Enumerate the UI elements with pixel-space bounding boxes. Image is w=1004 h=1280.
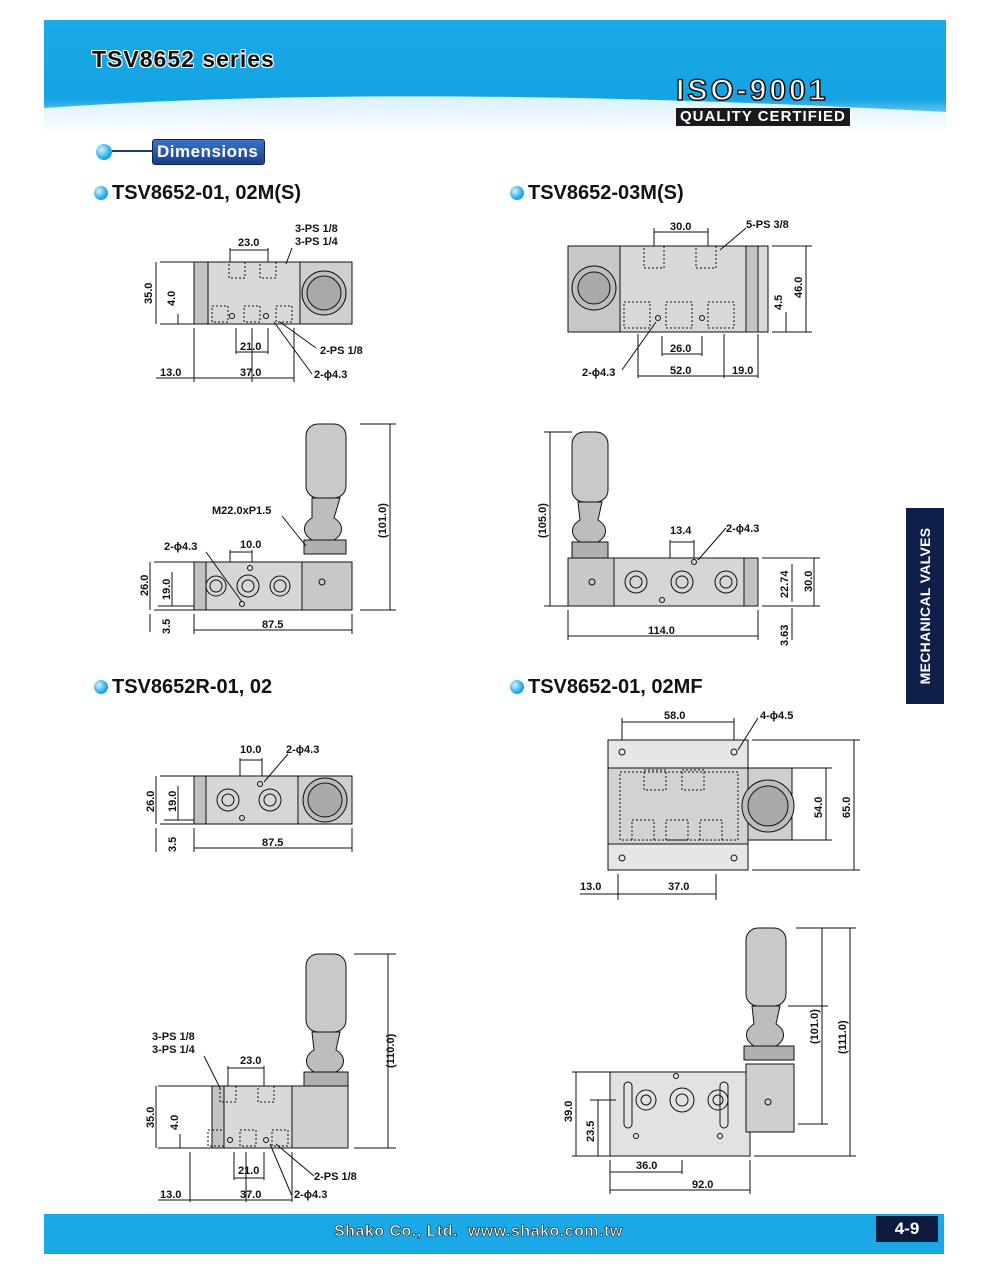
section-title-text: TSV8652R-01, 02 xyxy=(112,676,273,698)
d2-top-ports: 5-PS 3/8 xyxy=(746,219,789,231)
d4-top-w-span: 37.0 xyxy=(668,881,690,893)
d1-side-h-low: 3.5 xyxy=(161,618,173,634)
drawing-d4-side xyxy=(560,924,860,1194)
d2-side-h-total: 30.0 xyxy=(803,570,815,592)
d2-top-w-right: 19.0 xyxy=(732,365,754,377)
d2-top-w-span: 52.0 xyxy=(670,365,692,377)
bullet-icon xyxy=(94,186,108,200)
d3-side-h-total: 26.0 xyxy=(145,790,157,812)
bullet-icon xyxy=(96,144,112,160)
d1-top-ports-bottom: 2-PS 1/8 xyxy=(320,345,363,357)
d2-side-holes: 2-ϕ4.3 xyxy=(726,523,760,535)
bullet-icon xyxy=(94,680,108,694)
section-title-text: TSV8652-01, 02M(S) xyxy=(112,182,301,204)
d3-front-w-left: 13.0 xyxy=(160,1189,182,1201)
d3-front-h-small: 4.0 xyxy=(169,1114,181,1130)
d4-side-w-small: 36.0 xyxy=(636,1160,658,1172)
drawing-d2-top xyxy=(560,214,830,384)
iso-sub-label: QUALITY CERTIFIED xyxy=(676,108,850,126)
d4-side-h-inner: (101.0) xyxy=(809,1009,821,1044)
footer-company xyxy=(334,1223,623,1241)
d4-side-h-mid: 23.5 xyxy=(585,1120,597,1142)
company-website: www.shako.com.tw xyxy=(467,1223,623,1240)
d1-top-w-mid: 21.0 xyxy=(240,341,262,353)
d2-top-w-mid: 26.0 xyxy=(670,343,692,355)
d2-side-height: (105.0) xyxy=(537,503,549,538)
d1-side-h-mid: 19.0 xyxy=(161,578,173,600)
d3-side-w-small: 10.0 xyxy=(240,744,262,756)
drawing-d3-side xyxy=(140,736,380,856)
drawing-d2-side xyxy=(530,428,830,658)
d3-side-h-mid: 19.0 xyxy=(167,790,179,812)
d3-front-h-total: 35.0 xyxy=(145,1106,157,1128)
d3-front-w-mid: 21.0 xyxy=(238,1165,260,1177)
d1-top-ports-a: 3-PS 1/8 xyxy=(295,223,338,235)
d3-side-holes: 2-ϕ4.3 xyxy=(286,744,320,756)
d3-side-h-low: 3.5 xyxy=(167,836,179,852)
d1-top-w-left: 13.0 xyxy=(160,367,182,379)
d2-top-h-total: 46.0 xyxy=(793,276,805,298)
d4-side-length: 92.0 xyxy=(692,1179,714,1191)
d4-top-h-total: 65.0 xyxy=(841,796,853,818)
d1-top-w-span: 37.0 xyxy=(240,367,262,379)
d1-top-w-top: 23.0 xyxy=(238,237,260,249)
d4-top-h-inner: 54.0 xyxy=(813,796,825,818)
d2-top-w-top: 30.0 xyxy=(670,221,692,233)
bullet-icon xyxy=(510,186,524,200)
d2-side-h-mid: 22.74 xyxy=(779,570,791,598)
d3-side-length: 87.5 xyxy=(262,837,284,849)
d3-front-w-top: 23.0 xyxy=(240,1055,262,1067)
d3-front-w-span: 37.0 xyxy=(240,1189,262,1201)
company-name: Shako Co., Ltd. xyxy=(334,1223,458,1240)
d1-top-h-total: 35.0 xyxy=(143,282,155,304)
d4-side-h-body: 39.0 xyxy=(563,1100,575,1122)
iso-main-label: ISO-9001 xyxy=(676,74,829,107)
drawing-d1-side xyxy=(134,420,404,640)
heading-line xyxy=(112,150,154,152)
d4-top-w-top: 58.0 xyxy=(664,710,686,722)
d4-top-w-left: 13.0 xyxy=(580,881,602,893)
d2-side-h-low: 3.63 xyxy=(779,624,791,646)
iso-certification-badge xyxy=(676,74,900,126)
section-title-tsv8652-01-02ms xyxy=(94,182,301,205)
footer-bar xyxy=(44,1214,944,1254)
series-title: TSV8652 series xyxy=(92,46,275,72)
d1-side-w-small: 10.0 xyxy=(240,539,262,551)
section-title-text: TSV8652-01, 02MF xyxy=(528,676,703,698)
bullet-icon xyxy=(510,680,524,694)
d3-front-holes: 2-ϕ4.3 xyxy=(294,1189,328,1201)
category-label: MECHANICAL VALVES xyxy=(917,527,933,685)
d1-side-holes: 2-ϕ4.3 xyxy=(164,541,198,553)
d1-top-holes: 2-ϕ4.3 xyxy=(314,369,348,381)
d1-side-thread: M22.0xP1.5 xyxy=(212,505,272,517)
dimensions-label: Dimensions xyxy=(152,139,265,165)
drawing-d1-top xyxy=(140,218,400,388)
drawing-d3-front xyxy=(144,948,414,1208)
d2-top-holes: 2-ϕ4.3 xyxy=(582,367,616,379)
page-number: 4-9 xyxy=(876,1216,938,1242)
section-title-tsv8652-03ms xyxy=(510,182,684,205)
d4-side-h-total: (111.0) xyxy=(837,1020,849,1054)
d4-top-holes: 4-ϕ4.5 xyxy=(760,710,794,722)
d3-front-ports-a: 3-PS 1/8 xyxy=(152,1031,195,1043)
d2-side-w-small: 13.4 xyxy=(670,525,692,537)
d1-side-length: 87.5 xyxy=(262,619,284,631)
section-title-text: TSV8652-03M(S) xyxy=(528,182,684,204)
d3-front-ports-bottom: 2-PS 1/8 xyxy=(314,1171,357,1183)
d3-front-ports-b: 3-PS 1/4 xyxy=(152,1044,195,1056)
d2-top-h-small: 4.5 xyxy=(773,294,785,310)
category-side-tab xyxy=(906,508,944,704)
d1-side-h-total: 26.0 xyxy=(139,574,151,596)
section-title-tsv8652-01-02mf xyxy=(510,676,703,699)
drawing-d4-top xyxy=(570,700,870,900)
d1-side-height: (101.0) xyxy=(377,503,389,538)
d2-side-length: 114.0 xyxy=(648,625,675,637)
d1-top-h-small: 4.0 xyxy=(166,290,178,306)
d3-front-height: (110.0) xyxy=(385,1033,397,1068)
d1-top-ports-b: 3-PS 1/4 xyxy=(295,236,338,248)
section-title-tsv8652r-01-02 xyxy=(94,676,272,699)
